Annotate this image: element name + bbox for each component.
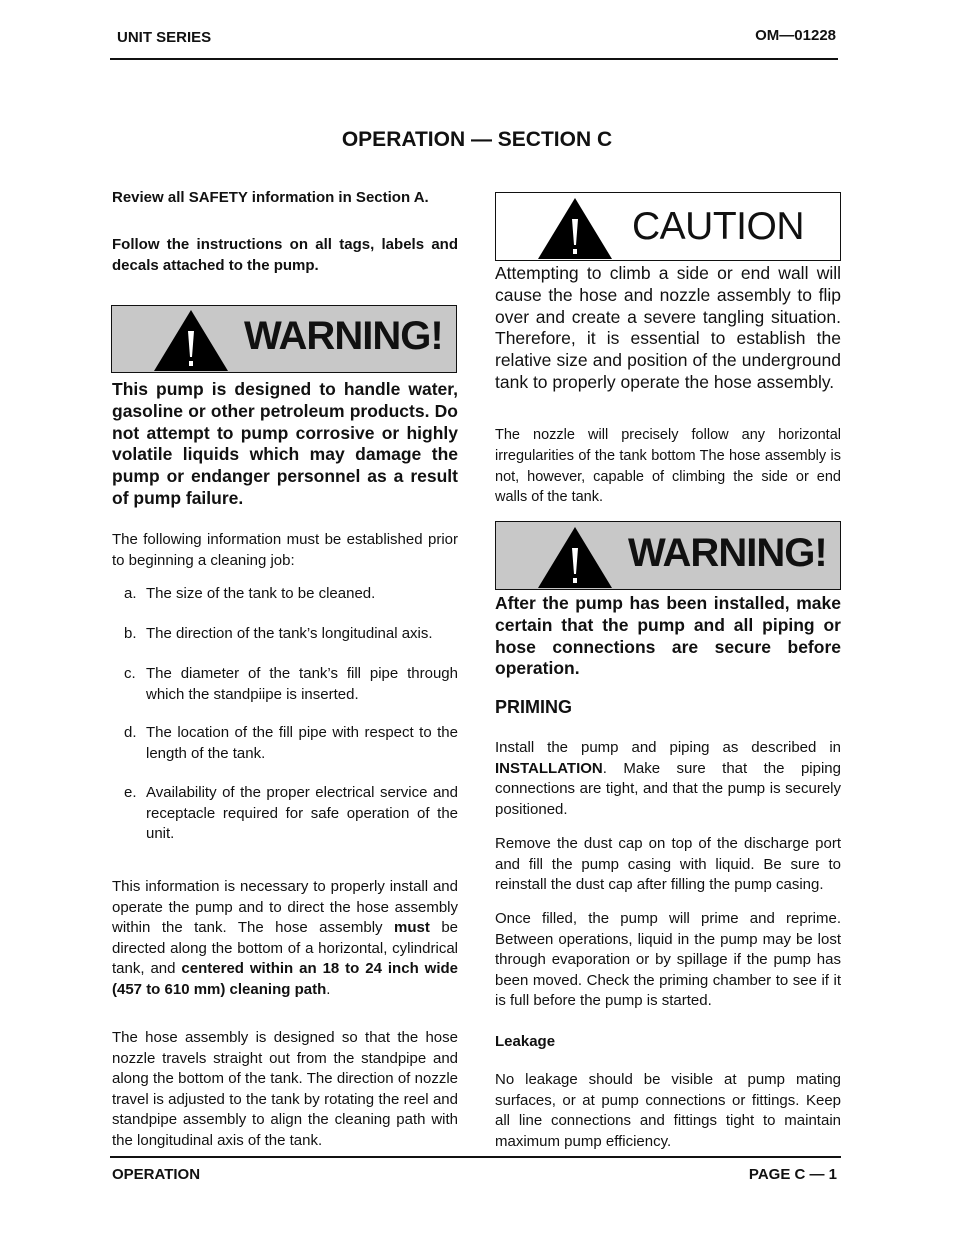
header-doc-number: OM—01228 <box>755 27 836 44</box>
warning-triangle-icon <box>152 307 232 373</box>
header-rule <box>110 58 838 60</box>
left-column <box>112 188 458 209</box>
follow-instructions-note: Follow the instructions on all tags, labels and decals attached to the pump. <box>112 236 458 274</box>
hose-direction-paragraph: This information is necessary to properly install and operate the pump and to direct the hose assembly within the tank. The hose assembly must be directed along the bottom of a horizontal, cylindrical tank, and centered within an 18 to 24 inch wide (457 to 610 mm) cleaning path. <box>112 878 458 998</box>
requirements-list: a. The size of the tank to be cleaned. b. The direction of the tank’s longitudinal axis. c. The diameter of the tank’s fill pipe through which the standpiipe is inserted. d. The location of the fill pipe with respect to the length of the tank. e. Availability of the proper electrical service and receptacle required for safe operation of the unit. <box>124 585 458 843</box>
caution-triangle-icon <box>536 195 616 261</box>
section-title: OPERATION — SECTION C <box>341 128 613 151</box>
warning-box-2 <box>495 521 841 590</box>
nozzle-paragraph: The nozzle will precisely follow any horizontal irregularities of the tank bottom The hose assembly is not, however, capable of climbing the side or end walls of the tank. <box>495 427 841 506</box>
hose-assembly-paragraph: The hose assembly is designed so that the hose nozzle travels straight out from the standpipe and along the bottom of the tank. The direction of nozzle travel is adjusted to the tank by rotating the reel and standpipe assembly to align the cleaning path with the longitudinal axis of the tank. <box>112 1029 458 1149</box>
info-intro: The following information must be established prior to beginning a cleaning job: <box>112 531 458 569</box>
caution-text: Attempting to climb a side or end wall will cause the hose and nozzle assembly to flip over and create a severe tangling situation. Therefore, it is essential to establish the relative size and position of the underground tank to properly operate the hose assembly. <box>495 263 841 392</box>
warning-label-1: WARNING! <box>244 314 443 358</box>
warning-box-1 <box>111 305 457 373</box>
footer-page-number: PAGE C — 1 <box>748 1166 837 1183</box>
leakage-paragraph: No leakage should be visible at pump mating surfaces, or at pump connections or fittings. Keep all line connections and fittings tight to maintain maximum pump efficiency. <box>495 1071 841 1150</box>
leakage-heading: Leakage <box>495 1033 556 1050</box>
header-series: UNIT SERIES <box>117 29 212 46</box>
warning-text-2: After the pump has been installed, make certain that the pump and all piping or hose connections are secure before operation. <box>495 593 841 679</box>
footer-section: OPERATION <box>112 1166 201 1183</box>
caution-label: CAUTION <box>632 205 804 248</box>
caution-box <box>495 192 841 261</box>
priming-paragraph-3: Once filled, the pump will prime and reprime. Between operations, liquid in the pump may be lost through evaporation or by spillage if the pump has been moved. Check the priming chamber to see if it is full before the pump is started. <box>495 910 841 1010</box>
review-safety-note: Review all SAFETY information in Section A. <box>112 189 429 206</box>
footer-rule <box>110 1156 841 1158</box>
warning-label-2: WARNING! <box>628 531 827 575</box>
priming-paragraph-2: Remove the dust cap on top of the discharge port and fill the pump casing with liquid. Be sure to reinstall the dust cap after filling the pump casing. <box>495 835 841 894</box>
warning-triangle-icon <box>536 524 616 590</box>
priming-heading: PRIMING <box>495 697 573 717</box>
priming-paragraph-1: Install the pump and piping as described in INSTALLATION. Make sure that the piping connections are tight, and that the pump is securely positioned. <box>495 739 841 818</box>
warning-text-1: This pump is designed to handle water, gasoline or other petroleum products. Do not attempt to pump corrosive or highly volatile liquids which may damage the pump or endanger personnel as a result of pump failure. <box>112 379 458 508</box>
